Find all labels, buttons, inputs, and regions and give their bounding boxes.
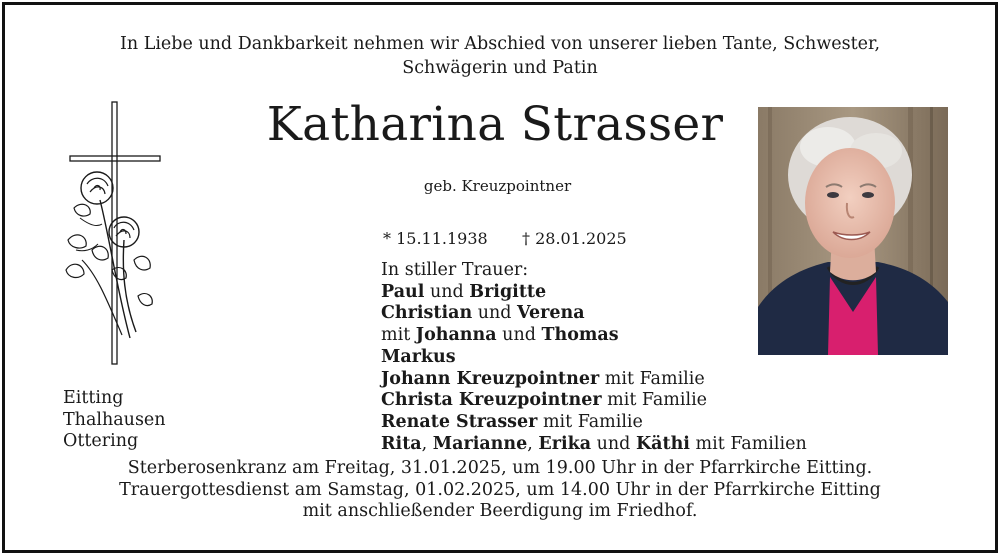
mourner-text: mit Familie <box>601 390 708 411</box>
place-item: Eitting <box>63 388 124 408</box>
mourners-block <box>381 260 807 455</box>
portrait-photo <box>758 107 948 355</box>
mourner-text: , <box>527 433 539 454</box>
birth-date: * 15.11.1938 <box>383 229 488 248</box>
mourner-name: Markus <box>381 346 456 367</box>
mourner-line <box>381 412 807 434</box>
mourner-line <box>381 434 807 456</box>
death-date: † 28.01.2025 <box>522 229 627 248</box>
mourner-text: mit Familie <box>537 411 643 432</box>
mourner-text: und <box>591 433 636 454</box>
mourners-heading: In stiller Trauer: <box>381 260 529 280</box>
deceased-name: Katharina Strasser <box>266 97 724 152</box>
mourner-name: Thomas <box>541 325 619 346</box>
place-item: Thalhausen <box>63 409 166 430</box>
mourner-text: , <box>421 433 433 454</box>
mourner-name: Christa Kreuzpointner <box>381 390 602 411</box>
intro-line-2: Schwägerin und Patin <box>402 58 598 78</box>
cross-with-roses-icon <box>62 100 164 368</box>
mourner-text: mit Familie <box>599 368 705 389</box>
mourner-name: Renate Strasser <box>381 411 538 432</box>
mourner-text: mit Familien <box>689 433 807 454</box>
service-line-2: Trauergottesdienst am Samstag, 01.02.2025, um 14.00 Uhr in der Pfarrkirche Eitting <box>119 479 881 500</box>
service-info <box>0 458 1000 523</box>
maiden-name: geb. Kreuzpointner <box>423 177 572 195</box>
mourner-name: Rita <box>381 433 422 454</box>
mourner-line <box>381 282 807 304</box>
place-item: Ottering <box>63 431 139 452</box>
mourner-name: Christian <box>381 303 473 324</box>
intro-line-1: In Liebe und Dankbarkeit nehmen wir Abschied von unserer lieben Tante, Schwester, <box>119 34 881 54</box>
mourner-name: Brigitte <box>469 281 547 302</box>
mourner-text: mit <box>381 325 416 346</box>
mourner-text: und <box>496 325 542 346</box>
mourner-name: Johanna <box>415 325 497 346</box>
mourner-name: Johann Kreuzpointner <box>381 368 600 389</box>
mourners-list <box>381 282 807 456</box>
mourner-name: Erika <box>538 433 592 454</box>
mourner-text: und <box>472 303 518 324</box>
mourner-line <box>381 390 807 412</box>
mourner-line <box>381 369 807 391</box>
mourner-line <box>381 303 807 325</box>
service-line-3: mit anschließender Beerdigung im Friedhof. <box>302 501 698 521</box>
mourner-name: Paul <box>381 281 425 302</box>
mourner-name: Käthi <box>635 433 690 454</box>
mourner-name: Verena <box>517 303 585 324</box>
mourner-line <box>381 347 807 369</box>
places-block <box>63 388 166 453</box>
mourner-line <box>381 325 807 347</box>
mourner-text: und <box>424 281 470 302</box>
mourner-name: Marianne <box>432 433 528 454</box>
service-line-1: Sterberosenkranz am Freitag, 31.01.2025, um 19.00 Uhr in der Pfarrkirche Eitting. <box>127 458 873 478</box>
